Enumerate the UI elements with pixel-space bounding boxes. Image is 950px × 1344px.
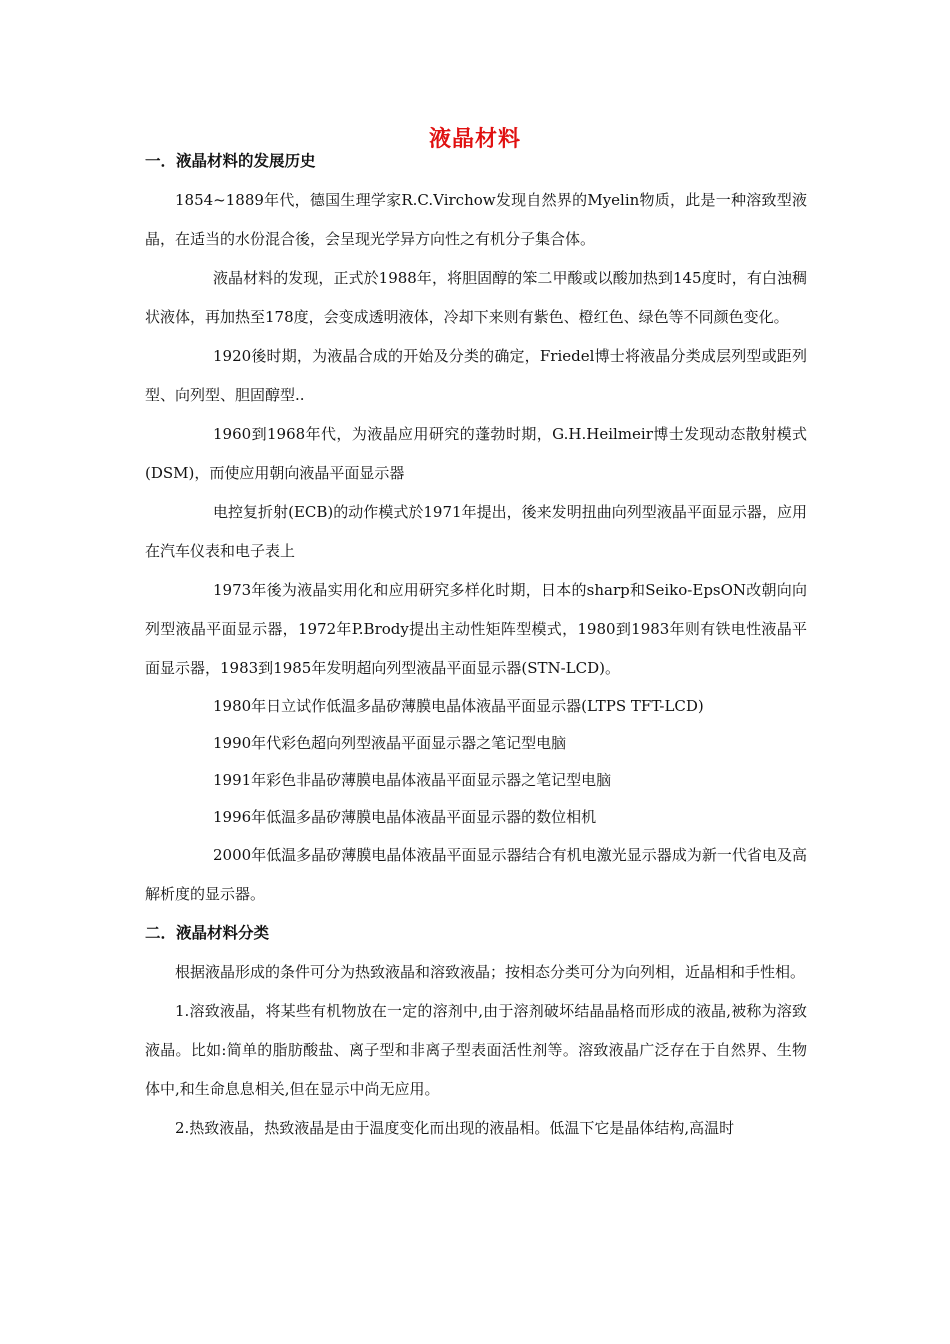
paragraph: 液晶材料的发现，正式於1988年，将胆固醇的笨二甲酸或以酸加热到145度时，有白浊稠状液体，再加热至178度，会变成透明液体，冷却下来则有紫色、橙红色、绿色等不同颜色变化。	[145, 269, 807, 326]
paragraph: 电控复折射(ECB)的动作模式於1971年提出，後来发明扭曲向列型液晶平面显示器，应用在汽车仪表和电子表上	[145, 503, 807, 560]
document-title: 液晶材料	[428, 127, 521, 152]
paragraph: 1.溶致液晶，将某些有机物放在一定的溶剂中,由于溶剂破坏结晶晶格而形成的液晶,被称为溶致液晶。比如:简单的脂肪酸盐、离子型和非离子型表面活性剂等。溶致液晶广泛存在于自然界、生物体中,和生命息息相关,但在显示中尚无应用。	[145, 1002, 807, 1098]
list-item: 1980年日立试作低温多晶矽薄膜电晶体液晶平面显示器(LTPS TFT-LCD)	[213, 697, 704, 715]
document-body	[145, 150, 807, 1148]
paragraph: 1854~1889年代，德国生理学家R.C.Virchow发现自然界的Myelin物质，此是一种溶致型液晶，在适当的水份混合後，会呈现光学异方向性之有机分子集合体。	[145, 191, 807, 248]
list-item: 1996年低温多晶矽薄膜电晶体液晶平面显示器的数位相机	[213, 808, 597, 826]
paragraph: 2.热致液晶，热致液晶是由于温度变化而出现的液晶相。低温下它是晶体结构,高温时	[175, 1119, 735, 1137]
section-heading-classification: 二．液晶材料分类	[145, 924, 270, 942]
paragraph: 1973年後为液晶实用化和应用研究多样化时期，日本的sharp和Seiko-EpsON改朝向向列型液晶平面显示器，1972年P.Brody提出主动性矩阵型模式，1980到1983年则有铁电性液晶平面显示器，1983到1985年发明超向列型液晶平面显示器(STN-LCD)。	[145, 581, 807, 677]
list-item: 1991年彩色非晶矽薄膜电晶体液晶平面显示器之笔记型电脑	[213, 771, 612, 789]
paragraph: 2000年低温多晶矽薄膜电晶体液晶平面显示器结合有机电激光显示器成为新一代省电及高解析度的显示器。	[145, 846, 807, 903]
section-heading-history: 一．液晶材料的发展历史	[145, 152, 316, 170]
paragraph: 1920後时期，为液晶合成的开始及分类的确定，Friedel博士将液晶分类成层列型或距列型、向列型、胆固醇型..	[145, 347, 807, 404]
paragraph: 根据液晶形成的条件可分为热致液晶和溶致液晶；按相态分类可分为向列相，近晶相和手性相。	[175, 963, 806, 981]
list-item: 1990年代彩色超向列型液晶平面显示器之笔记型电脑	[213, 734, 567, 752]
paragraph: 1960到1968年代，为液晶应用研究的蓬勃时期，G.H.Heilmeir博士发现动态散射模式(DSM)，而使应用朝向液晶平面显示器	[145, 425, 807, 482]
